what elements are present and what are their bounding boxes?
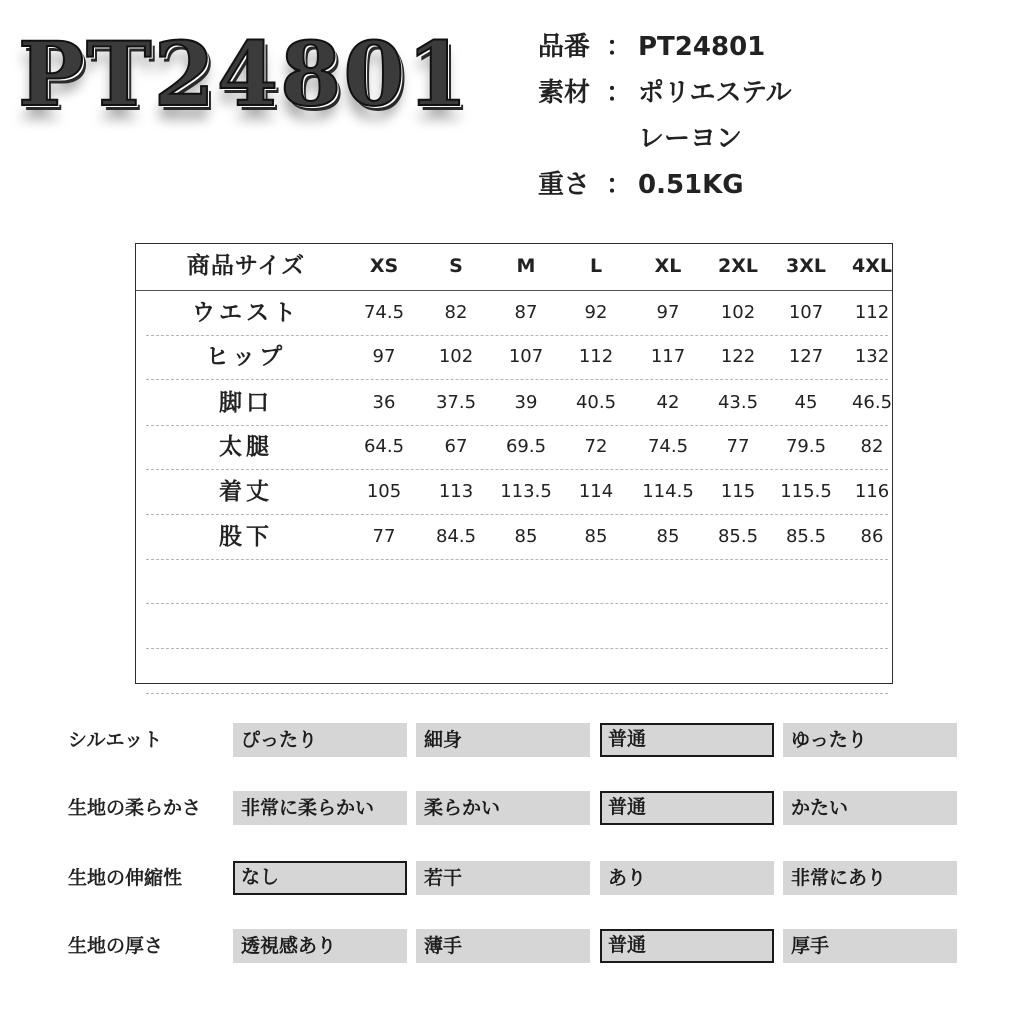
size-table-cell <box>703 604 773 648</box>
attribute-label: 生地の柔らかさ <box>68 797 202 819</box>
attribute-label: 生地の伸縮性 <box>68 867 183 889</box>
size-table-cell <box>491 649 561 693</box>
size-table-row <box>146 470 888 515</box>
size-table-cell: 107 <box>788 302 824 323</box>
size-table-row <box>146 515 888 560</box>
size-table-row <box>146 335 888 380</box>
attribute-option: 細身 <box>416 723 590 757</box>
size-row-label <box>146 559 346 603</box>
size-table-cell: 69.5 <box>505 436 547 457</box>
spec-value: レーヨン <box>638 124 743 154</box>
size-table-cell: 39 <box>514 392 538 413</box>
size-table-cell: 114.5 <box>642 481 694 502</box>
attribute-option-selected: 普通 <box>600 723 774 757</box>
size-header-3xl: 3XL <box>786 255 826 277</box>
size-header-s: S <box>449 255 463 277</box>
size-header-xs: XS <box>369 255 399 277</box>
size-table-cell <box>633 604 703 648</box>
size-header-m: M <box>516 255 536 277</box>
attribute-option-selected: 普通 <box>600 791 774 825</box>
size-table-cell: 85.5 <box>785 526 827 547</box>
size-table-cell <box>703 559 773 603</box>
size-header-4xl: 4XL <box>852 255 892 277</box>
size-table-cell <box>837 649 907 693</box>
size-table-row <box>146 291 888 336</box>
attribute-option: 薄手 <box>416 929 590 963</box>
size-table-cell: 113.5 <box>500 481 552 502</box>
size-table-row <box>146 559 888 604</box>
attribute-option: かたい <box>783 791 957 825</box>
size-table-header <box>136 244 892 291</box>
size-table-cell: 77 <box>726 436 750 457</box>
attribute-option: 透視感あり <box>233 929 407 963</box>
size-table-cell: 82 <box>444 302 468 323</box>
size-table-cell: 85 <box>656 526 680 547</box>
size-table-cell: 45 <box>794 392 818 413</box>
size-header-2xl: 2XL <box>718 255 758 277</box>
size-table-cell: 115.5 <box>780 481 832 502</box>
size-table-cell: 97 <box>372 346 396 367</box>
spec-key: 素材 <box>538 78 591 108</box>
attribute-option: 柔らかい <box>416 791 590 825</box>
size-table-cell: 74.5 <box>363 302 405 323</box>
spec-value: 0.51KG <box>638 170 744 200</box>
size-table-cell: 46.5 <box>851 392 893 413</box>
attribute-option: 厚手 <box>783 929 957 963</box>
size-row-label: 脚口 <box>219 390 273 416</box>
size-table-cell: 113 <box>438 481 474 502</box>
size-header-label: 商品サイズ <box>186 253 306 279</box>
size-table-cell: 43.5 <box>717 392 759 413</box>
spec-value: ポリエステル <box>638 78 792 108</box>
size-table-cell: 127 <box>788 346 824 367</box>
size-table-cell <box>633 649 703 693</box>
product-code-logo: PT24801 <box>18 22 470 126</box>
size-row-label <box>146 604 346 648</box>
size-table-cell <box>349 559 419 603</box>
size-table-cell <box>771 649 841 693</box>
size-table-cell: 112 <box>578 346 614 367</box>
size-row-label: 股下 <box>219 524 273 550</box>
size-table-row <box>146 649 888 694</box>
size-table-cell: 64.5 <box>363 436 405 457</box>
attribute-option: 非常にあり <box>783 861 957 895</box>
size-table-cell <box>837 604 907 648</box>
size-table-cell: 40.5 <box>575 392 617 413</box>
attribute-label: 生地の厚さ <box>68 935 164 957</box>
size-table-row <box>146 425 888 470</box>
size-table-cell: 79.5 <box>785 436 827 457</box>
size-table-cell: 86 <box>860 526 884 547</box>
size-table-cell: 92 <box>584 302 608 323</box>
size-table-cell: 97 <box>656 302 680 323</box>
size-table-cell: 115 <box>720 481 756 502</box>
size-table-cell: 36 <box>372 392 396 413</box>
attribute-option: ぴったり <box>233 723 407 757</box>
size-table-cell: 77 <box>372 526 396 547</box>
attribute-label: シルエット <box>68 729 163 751</box>
size-table-cell <box>491 559 561 603</box>
attribute-option-selected: 普通 <box>600 929 774 963</box>
size-table-cell <box>421 604 491 648</box>
size-table-cell: 85.5 <box>717 526 759 547</box>
size-row-label <box>146 649 346 693</box>
attribute-option: ゆったり <box>783 723 957 757</box>
size-table-cell: 87 <box>514 302 538 323</box>
size-table-cell: 107 <box>508 346 544 367</box>
size-table-cell <box>837 559 907 603</box>
size-table-cell <box>421 559 491 603</box>
size-table-cell: 105 <box>366 481 402 502</box>
size-table-cell: 122 <box>720 346 756 367</box>
spec-key: 品番 <box>538 32 591 62</box>
size-table-cell: 85 <box>584 526 608 547</box>
size-table-cell <box>349 649 419 693</box>
size-table-cell: 82 <box>860 436 884 457</box>
size-row-label: 太腿 <box>219 434 273 460</box>
size-table-cell <box>633 559 703 603</box>
size-table-cell <box>491 604 561 648</box>
size-table-cell: 74.5 <box>647 436 689 457</box>
size-table-cell: 85 <box>514 526 538 547</box>
size-table-cell: 102 <box>438 346 474 367</box>
size-table-row <box>146 604 888 649</box>
size-table-cell <box>349 604 419 648</box>
attribute-option: 非常に柔らかい <box>233 791 407 825</box>
size-table-cell <box>561 604 631 648</box>
size-table-cell: 72 <box>584 436 608 457</box>
size-header-l: L <box>589 255 603 277</box>
size-table-cell: 102 <box>720 302 756 323</box>
size-table-cell: 37.5 <box>435 392 477 413</box>
size-table-cell <box>561 559 631 603</box>
size-table-cell: 132 <box>854 346 890 367</box>
size-table-row <box>146 381 893 426</box>
size-table <box>135 243 893 684</box>
size-table-cell: 116 <box>854 481 890 502</box>
size-table-cell: 117 <box>650 346 686 367</box>
size-table-cell: 112 <box>854 302 890 323</box>
size-row-label: ウエスト <box>192 300 300 326</box>
attribute-option: あり <box>600 861 774 895</box>
size-row-label: ヒップ <box>205 344 287 370</box>
spec-separator: ： <box>606 78 633 108</box>
size-row-label: 着丈 <box>219 479 273 505</box>
spec-value: PT24801 <box>638 32 766 62</box>
size-table-cell: 84.5 <box>435 526 477 547</box>
spec-separator: ： <box>606 170 633 200</box>
attribute-option-selected: なし <box>233 861 407 895</box>
size-header-xl: XL <box>654 255 682 277</box>
size-table-cell: 42 <box>656 392 680 413</box>
size-table-cell <box>703 649 773 693</box>
attribute-option: 若干 <box>416 861 590 895</box>
size-table-cell <box>771 604 841 648</box>
size-table-cell <box>771 559 841 603</box>
spec-key: 重さ <box>538 170 591 200</box>
size-table-cell <box>561 649 631 693</box>
spec-separator: ： <box>606 32 633 62</box>
size-table-cell <box>421 649 491 693</box>
size-table-cell: 67 <box>444 436 468 457</box>
size-table-cell: 114 <box>578 481 614 502</box>
